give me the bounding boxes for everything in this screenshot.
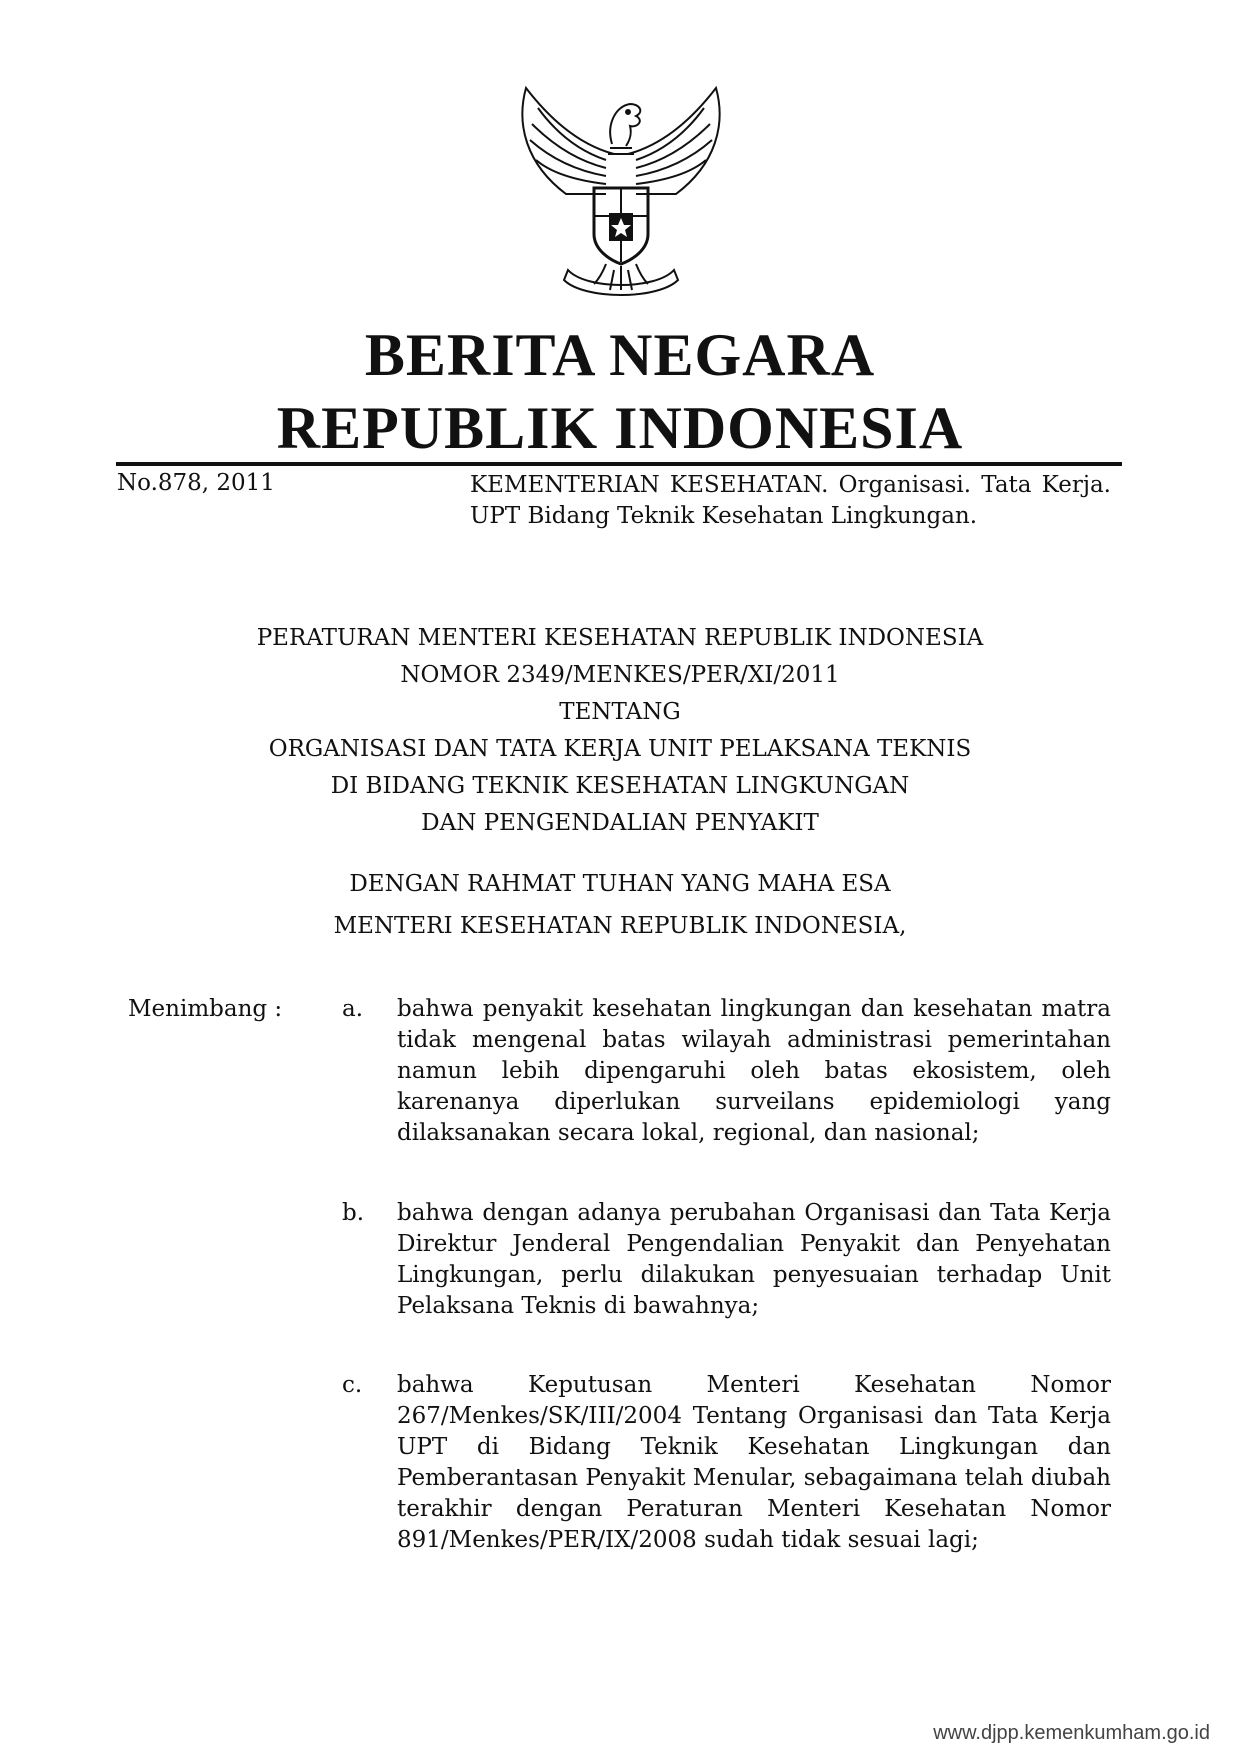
regulation-subject-line: ORGANISASI DAN TATA KERJA UNIT PELAKSANA TEKNIS: [268, 736, 972, 762]
item-text: bahwa Keputusan Menteri Kesehatan Nomor 267/Menkes/SK/III/2004 Tentang Organisasi dan Tata Kerja UPT di Bidang Teknik Kesehatan Lingkungan dan Pemberantasan Penyakit Menular, sebagaimana telah diubah terakhir dengan Peraturan Menteri Kesehatan Nomor 891/Menkes/PER/IX/2008 sudah tidak sesuai lagi;: [397, 1372, 1111, 1553]
item-marker: a.: [342, 996, 364, 1022]
regulation-subject-line: DAN PENGENDALIAN PENYAKIT: [421, 810, 819, 836]
preamble-line: DENGAN RAHMAT TUHAN YANG MAHA ESA: [349, 871, 891, 897]
footer-url: www.djpp.kemenkumham.go.id: [933, 1722, 1210, 1744]
masthead-title-line-1: BERITA NEGARA: [364, 322, 876, 388]
item-text: bahwa penyakit kesehatan lingkungan dan kesehatan matra tidak mengenal batas wilayah administrasi pemerintahan namun lebih dipengaruhi oleh batas ekosistem, oleh karenanya diperlukan surveilans epidemiologi yang dilaksanakan secara lokal, regional, dan nasional;: [397, 996, 1111, 1146]
regulation-title-block: [0, 620, 1240, 842]
preamble-block: [0, 863, 1240, 947]
regulation-subject-line: DI BIDANG TEKNIK KESEHATAN LINGKUNGAN: [330, 773, 910, 799]
regulation-title-line: PERATURAN MENTERI KESEHATAN REPUBLIK INDONESIA: [256, 625, 984, 651]
regulation-number: NOMOR 2349/MENKES/PER/XI/2011: [400, 662, 840, 688]
masthead-divider: [116, 462, 1122, 466]
item-marker: b.: [342, 1200, 365, 1226]
considering-label: Menimbang :: [128, 996, 283, 1022]
masthead-title-line-2: REPUBLIK INDONESIA: [276, 395, 964, 461]
preamble-line: MENTERI KESEHATAN REPUBLIK INDONESIA,: [333, 913, 907, 939]
regulation-about: TENTANG: [559, 699, 681, 725]
item-marker: c.: [342, 1372, 363, 1398]
gazette-number: No.878, 2011: [117, 470, 275, 496]
garuda-emblem-icon: [506, 84, 736, 300]
item-text: bahwa dengan adanya perubahan Organisasi dan Tata Kerja Direktur Jenderal Pengendalian Penyakit dan Penyehatan Lingkungan, perlu dilakukan penyesuaian terhadap Unit Pelaksana Teknis di bawahnya;: [397, 1200, 1111, 1319]
gazette-summary: KEMENTERIAN KESEHATAN. Organisasi. Tata Kerja. UPT Bidang Teknik Kesehatan Lingkungan.: [470, 472, 1111, 529]
